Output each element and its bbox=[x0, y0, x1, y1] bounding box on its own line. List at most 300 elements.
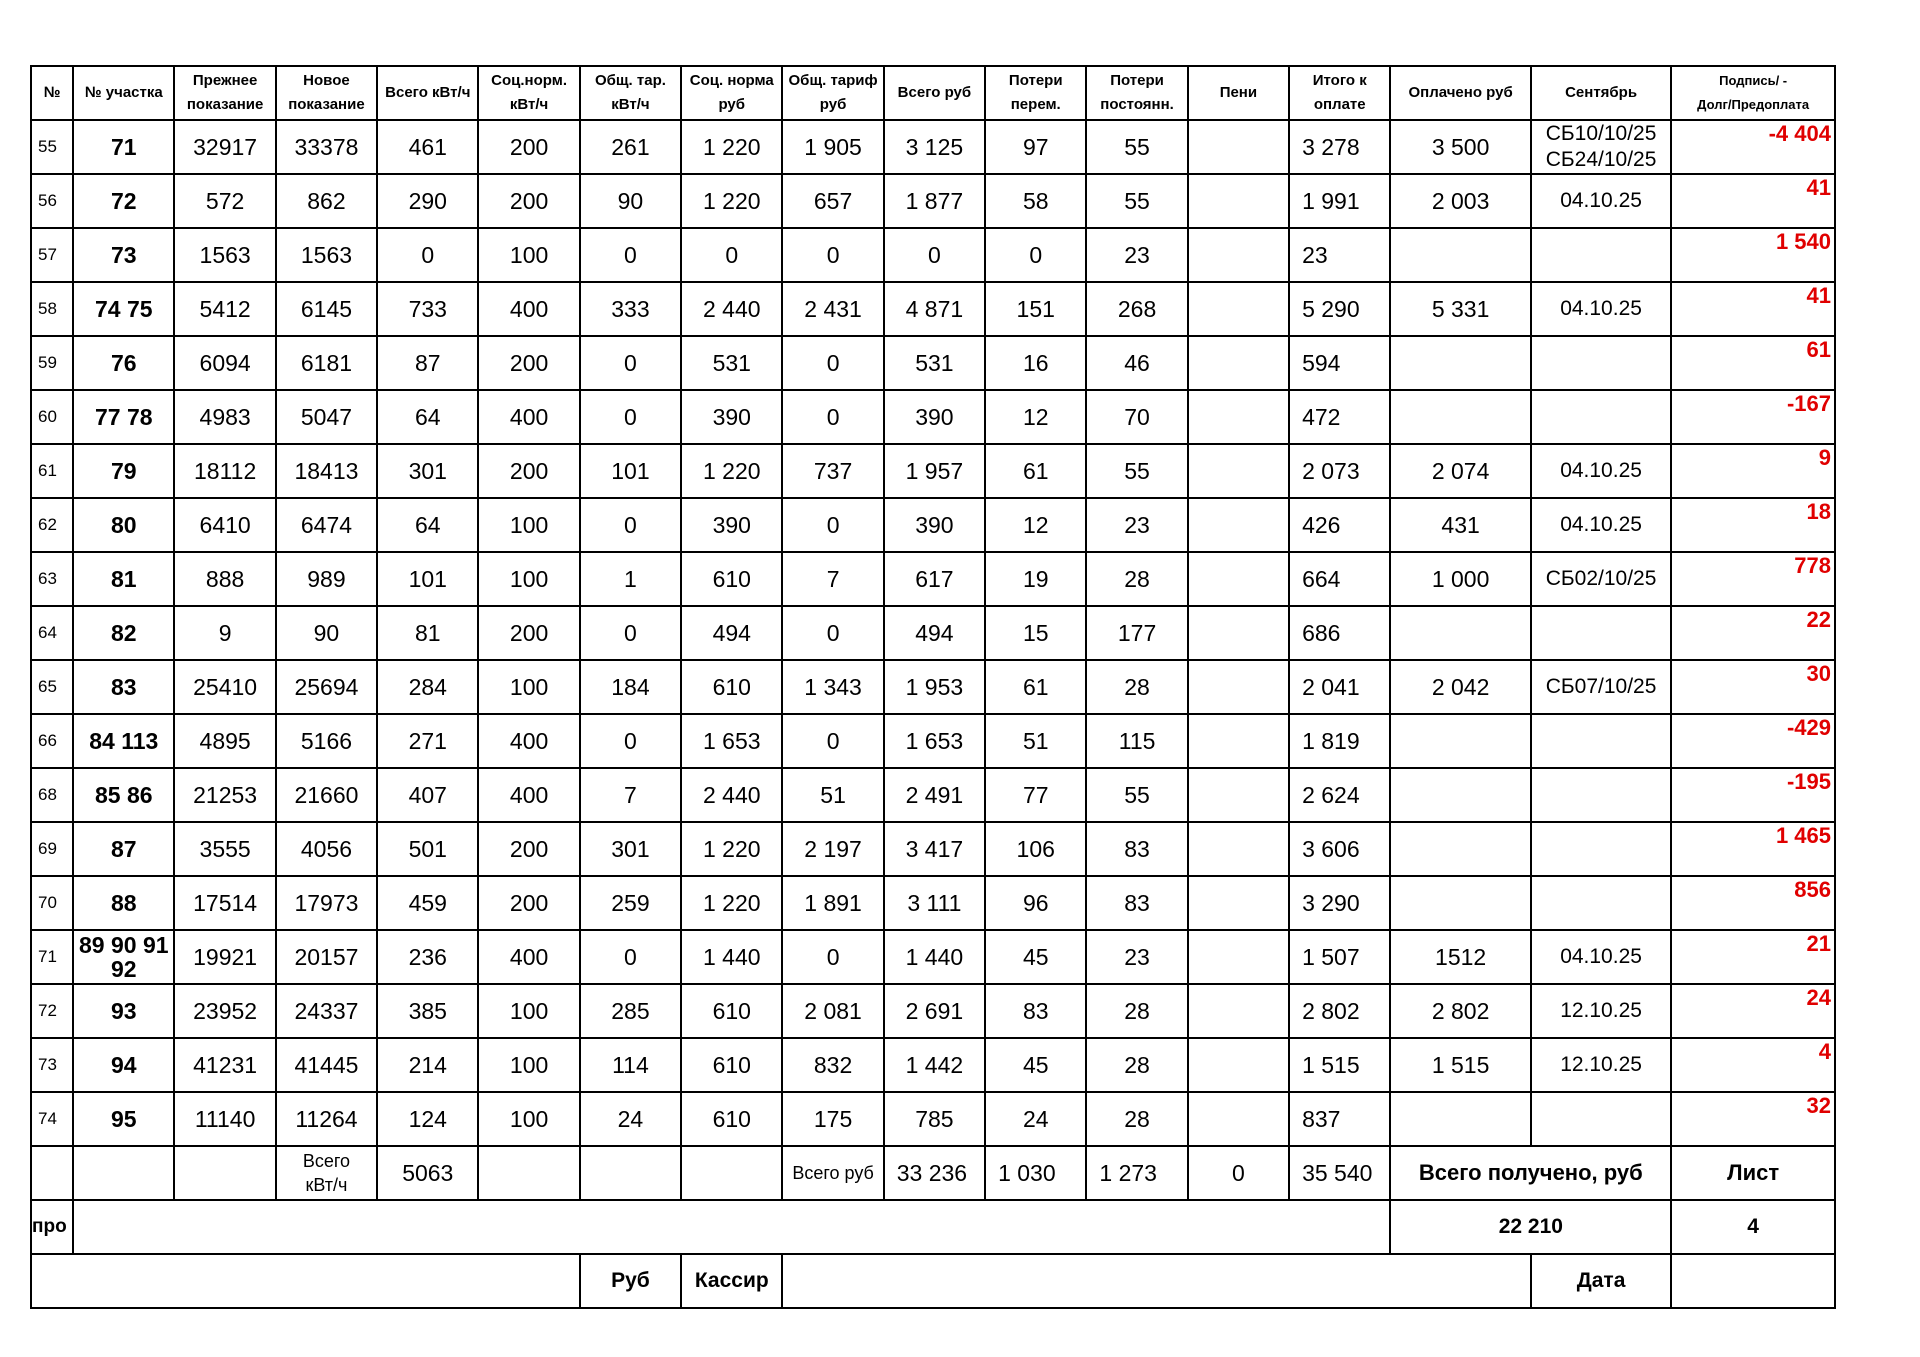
new-reading: 5166 bbox=[276, 714, 377, 768]
general-tariff-rub: 0 bbox=[782, 336, 883, 390]
general-tariff-kwh: 24 bbox=[580, 1092, 681, 1146]
amount-due: 2 624 bbox=[1289, 768, 1390, 822]
table-row bbox=[31, 444, 1835, 498]
paid-rub bbox=[1390, 768, 1530, 822]
totals-empty-cell bbox=[580, 1146, 681, 1200]
row-number: 59 bbox=[31, 336, 73, 390]
social-norm-kwh: 400 bbox=[478, 714, 579, 768]
payment-date bbox=[1531, 660, 1671, 714]
total-due: 35 540 bbox=[1289, 1146, 1390, 1200]
totals-empty-cell bbox=[681, 1146, 782, 1200]
balance: 1 540 bbox=[1671, 228, 1835, 282]
table-row bbox=[31, 552, 1835, 606]
header-penalty: Пени bbox=[1188, 66, 1289, 120]
social-norm-kwh: 100 bbox=[478, 498, 579, 552]
prev-reading: 23952 bbox=[174, 984, 275, 1038]
balance: 30 bbox=[1671, 660, 1835, 714]
plot-number: 71 bbox=[73, 120, 174, 174]
loss-variable: 0 bbox=[985, 228, 1086, 282]
new-reading: 862 bbox=[276, 174, 377, 228]
payment-date bbox=[1531, 120, 1671, 174]
penalty bbox=[1188, 1092, 1289, 1146]
table-row bbox=[31, 120, 1835, 174]
prev-reading: 11140 bbox=[174, 1092, 275, 1146]
loss-variable: 45 bbox=[985, 1038, 1086, 1092]
loss-variable: 83 bbox=[985, 984, 1086, 1038]
plot-number: 73 bbox=[73, 228, 174, 282]
loss-constant: 28 bbox=[1086, 1092, 1187, 1146]
sheet-label: Лист bbox=[1671, 1146, 1835, 1200]
new-reading: 25694 bbox=[276, 660, 377, 714]
payment-date bbox=[1531, 1038, 1671, 1092]
social-norm-kwh: 100 bbox=[478, 1092, 579, 1146]
payment-date bbox=[1531, 444, 1671, 498]
general-tariff-rub: 0 bbox=[782, 714, 883, 768]
balance: 778 bbox=[1671, 552, 1835, 606]
header-new-reading: Новое показание bbox=[276, 66, 377, 120]
loss-constant: 177 bbox=[1086, 606, 1187, 660]
header-prev-reading: Прежнее показание bbox=[174, 66, 275, 120]
total-kwh: 64 bbox=[377, 390, 478, 444]
loss-constant: 55 bbox=[1086, 768, 1187, 822]
payment-date bbox=[1531, 714, 1671, 768]
total-loss-constant: 1 273 bbox=[1086, 1146, 1187, 1200]
social-norm-rub: 390 bbox=[681, 498, 782, 552]
prev-reading: 21253 bbox=[174, 768, 275, 822]
row-number: 71 bbox=[31, 930, 73, 984]
loss-variable: 77 bbox=[985, 768, 1086, 822]
balance: 21 bbox=[1671, 930, 1835, 984]
paid-rub bbox=[1390, 714, 1530, 768]
totals-empty-cell bbox=[478, 1146, 579, 1200]
penalty bbox=[1188, 498, 1289, 552]
row-number: 74 bbox=[31, 1092, 73, 1146]
plot-number: 88 bbox=[73, 876, 174, 930]
amount-due: 3 278 bbox=[1289, 120, 1390, 174]
balance: 9 bbox=[1671, 444, 1835, 498]
plot-number: 84 113 bbox=[73, 714, 174, 768]
payment-date bbox=[1531, 606, 1671, 660]
payment-date bbox=[1531, 1092, 1671, 1146]
loss-variable: 151 bbox=[985, 282, 1086, 336]
social-norm-kwh: 200 bbox=[478, 444, 579, 498]
balance: 41 bbox=[1671, 282, 1835, 336]
loss-constant: 28 bbox=[1086, 660, 1187, 714]
penalty bbox=[1188, 768, 1289, 822]
loss-variable: 16 bbox=[985, 336, 1086, 390]
loss-variable: 24 bbox=[985, 1092, 1086, 1146]
social-norm-kwh: 400 bbox=[478, 390, 579, 444]
loss-variable: 61 bbox=[985, 444, 1086, 498]
plot-number: 83 bbox=[73, 660, 174, 714]
general-tariff-kwh: 7 bbox=[580, 768, 681, 822]
penalty bbox=[1188, 282, 1289, 336]
social-norm-kwh: 100 bbox=[478, 552, 579, 606]
clipped-label: про bbox=[31, 1200, 73, 1254]
total-kwh: 271 bbox=[377, 714, 478, 768]
totals-row bbox=[31, 1146, 1835, 1200]
balance: 22 bbox=[1671, 606, 1835, 660]
penalty bbox=[1188, 876, 1289, 930]
general-tariff-kwh: 114 bbox=[580, 1038, 681, 1092]
general-tariff-kwh: 0 bbox=[580, 930, 681, 984]
loss-variable: 19 bbox=[985, 552, 1086, 606]
plot-number: 72 bbox=[73, 174, 174, 228]
total-rub: 1 957 bbox=[884, 444, 985, 498]
total-rub-label: Всего руб bbox=[782, 1146, 883, 1200]
paid-rub bbox=[1390, 822, 1530, 876]
row-number: 70 bbox=[31, 876, 73, 930]
social-norm-kwh: 400 bbox=[478, 768, 579, 822]
paid-rub bbox=[1390, 228, 1530, 282]
plot-number: 81 bbox=[73, 552, 174, 606]
payment-date-line: 04.10.25 bbox=[1560, 297, 1642, 320]
prev-reading: 32917 bbox=[174, 120, 275, 174]
penalty bbox=[1188, 714, 1289, 768]
row-number: 65 bbox=[31, 660, 73, 714]
totals-empty-cell bbox=[73, 1146, 174, 1200]
prev-reading: 3555 bbox=[174, 822, 275, 876]
social-norm-kwh: 200 bbox=[478, 336, 579, 390]
new-reading: 17973 bbox=[276, 876, 377, 930]
total-kwh-label: Всего кВт/ч bbox=[276, 1146, 377, 1200]
paid-rub: 431 bbox=[1390, 498, 1530, 552]
amount-due: 23 bbox=[1289, 228, 1390, 282]
row-number: 73 bbox=[31, 1038, 73, 1092]
total-rub: 390 bbox=[884, 498, 985, 552]
penalty bbox=[1188, 552, 1289, 606]
date-label: Дата bbox=[1531, 1254, 1671, 1308]
table-row bbox=[31, 1038, 1835, 1092]
social-norm-rub: 1 440 bbox=[681, 930, 782, 984]
paid-rub bbox=[1390, 1092, 1530, 1146]
penalty bbox=[1188, 1038, 1289, 1092]
social-norm-kwh: 200 bbox=[478, 606, 579, 660]
table-row bbox=[31, 390, 1835, 444]
row-number: 57 bbox=[31, 228, 73, 282]
total-rub: 0 bbox=[884, 228, 985, 282]
header-losses-constant: Потери постоянн. bbox=[1086, 66, 1187, 120]
row-number: 60 bbox=[31, 390, 73, 444]
amount-due: 3 606 bbox=[1289, 822, 1390, 876]
general-tariff-rub: 0 bbox=[782, 498, 883, 552]
general-tariff-kwh: 285 bbox=[580, 984, 681, 1038]
new-reading: 24337 bbox=[276, 984, 377, 1038]
cashier-label: Кассир bbox=[681, 1254, 782, 1308]
amount-due: 594 bbox=[1289, 336, 1390, 390]
row-number: 56 bbox=[31, 174, 73, 228]
plot-number: 89 90 91 92 bbox=[73, 930, 174, 984]
general-tariff-rub: 1 905 bbox=[782, 120, 883, 174]
social-norm-rub: 2 440 bbox=[681, 768, 782, 822]
new-reading: 5047 bbox=[276, 390, 377, 444]
row-number: 55 bbox=[31, 120, 73, 174]
total-rub: 785 bbox=[884, 1092, 985, 1146]
loss-constant: 55 bbox=[1086, 120, 1187, 174]
penalty bbox=[1188, 984, 1289, 1038]
prev-reading: 572 bbox=[174, 174, 275, 228]
new-reading: 6181 bbox=[276, 336, 377, 390]
received-value: 22 210 bbox=[1390, 1200, 1671, 1254]
social-norm-rub: 610 bbox=[681, 660, 782, 714]
data-rows bbox=[31, 120, 1835, 1146]
total-rub: 4 871 bbox=[884, 282, 985, 336]
payment-date bbox=[1531, 930, 1671, 984]
signature-blank bbox=[31, 1254, 580, 1308]
total-rub: 617 bbox=[884, 552, 985, 606]
loss-variable: 61 bbox=[985, 660, 1086, 714]
prev-reading: 888 bbox=[174, 552, 275, 606]
total-rub: 1 442 bbox=[884, 1038, 985, 1092]
social-norm-rub: 1 653 bbox=[681, 714, 782, 768]
row-number: 63 bbox=[31, 552, 73, 606]
payment-date-line: 04.10.25 bbox=[1560, 189, 1642, 212]
paid-rub bbox=[1390, 876, 1530, 930]
payment-date-line: СБ10/10/25 bbox=[1545, 122, 1657, 145]
amount-due: 3 290 bbox=[1289, 876, 1390, 930]
table-row bbox=[31, 1092, 1835, 1146]
general-tariff-kwh: 0 bbox=[580, 498, 681, 552]
general-tariff-rub: 832 bbox=[782, 1038, 883, 1092]
prev-reading: 19921 bbox=[174, 930, 275, 984]
payment-date bbox=[1531, 228, 1671, 282]
table-row bbox=[31, 984, 1835, 1038]
prev-reading: 6094 bbox=[174, 336, 275, 390]
loss-constant: 70 bbox=[1086, 390, 1187, 444]
payment-date-line: 12.10.25 bbox=[1560, 999, 1642, 1022]
loss-constant: 46 bbox=[1086, 336, 1187, 390]
penalty bbox=[1188, 336, 1289, 390]
penalty bbox=[1188, 228, 1289, 282]
prev-reading: 41231 bbox=[174, 1038, 275, 1092]
total-kwh: 101 bbox=[377, 552, 478, 606]
total-kwh: 301 bbox=[377, 444, 478, 498]
amount-due: 1 991 bbox=[1289, 174, 1390, 228]
social-norm-rub: 0 bbox=[681, 228, 782, 282]
amount-due: 426 bbox=[1289, 498, 1390, 552]
header-amount-due: Итого к оплате bbox=[1289, 66, 1390, 120]
row-number: 61 bbox=[31, 444, 73, 498]
table-row bbox=[31, 660, 1835, 714]
total-kwh: 64 bbox=[377, 498, 478, 552]
header-social-norm-rub: Соц. норма руб bbox=[681, 66, 782, 120]
paid-rub: 1 515 bbox=[1390, 1038, 1530, 1092]
rub-label: Руб bbox=[580, 1254, 681, 1308]
payment-date-line: 04.10.25 bbox=[1560, 945, 1642, 968]
amount-due: 2 041 bbox=[1289, 660, 1390, 714]
loss-variable: 12 bbox=[985, 498, 1086, 552]
penalty bbox=[1188, 444, 1289, 498]
paid-rub bbox=[1390, 336, 1530, 390]
new-reading: 90 bbox=[276, 606, 377, 660]
loss-constant: 23 bbox=[1086, 498, 1187, 552]
paid-rub: 1 000 bbox=[1390, 552, 1530, 606]
table-row bbox=[31, 768, 1835, 822]
plot-number: 87 bbox=[73, 822, 174, 876]
table-row bbox=[31, 174, 1835, 228]
cashier-signature-blank bbox=[782, 1254, 1530, 1308]
prev-reading: 4983 bbox=[174, 390, 275, 444]
paid-rub bbox=[1390, 390, 1530, 444]
plot-number: 85 86 bbox=[73, 768, 174, 822]
loss-constant: 23 bbox=[1086, 930, 1187, 984]
header-paid-rub: Оплачено руб bbox=[1390, 66, 1530, 120]
prev-reading: 25410 bbox=[174, 660, 275, 714]
total-kwh: 236 bbox=[377, 930, 478, 984]
social-norm-rub: 2 440 bbox=[681, 282, 782, 336]
prev-reading: 18112 bbox=[174, 444, 275, 498]
plot-number: 77 78 bbox=[73, 390, 174, 444]
general-tariff-kwh: 261 bbox=[580, 120, 681, 174]
payment-date bbox=[1531, 822, 1671, 876]
new-reading: 11264 bbox=[276, 1092, 377, 1146]
payment-date-line: СБ02/10/25 bbox=[1545, 567, 1657, 590]
amount-due: 1 819 bbox=[1289, 714, 1390, 768]
signature-row bbox=[31, 1254, 1835, 1308]
prev-reading: 17514 bbox=[174, 876, 275, 930]
row-number: 69 bbox=[31, 822, 73, 876]
general-tariff-kwh: 0 bbox=[580, 714, 681, 768]
general-tariff-kwh: 301 bbox=[580, 822, 681, 876]
general-tariff-rub: 0 bbox=[782, 228, 883, 282]
penalty bbox=[1188, 606, 1289, 660]
general-tariff-rub: 175 bbox=[782, 1092, 883, 1146]
loss-constant: 23 bbox=[1086, 228, 1187, 282]
balance: -4 404 bbox=[1671, 120, 1835, 174]
balance: 4 bbox=[1671, 1038, 1835, 1092]
loss-variable: 97 bbox=[985, 120, 1086, 174]
date-blank bbox=[1671, 1254, 1835, 1308]
prev-reading: 9 bbox=[174, 606, 275, 660]
social-norm-rub: 390 bbox=[681, 390, 782, 444]
amount-due: 686 bbox=[1289, 606, 1390, 660]
loss-constant: 28 bbox=[1086, 552, 1187, 606]
total-kwh: 385 bbox=[377, 984, 478, 1038]
total-rub: 1 953 bbox=[884, 660, 985, 714]
paid-rub: 2 074 bbox=[1390, 444, 1530, 498]
social-norm-rub: 1 220 bbox=[681, 876, 782, 930]
payment-date bbox=[1531, 336, 1671, 390]
header-total-kwh: Всего кВт/ч bbox=[377, 66, 478, 120]
loss-variable: 106 bbox=[985, 822, 1086, 876]
total-rub: 531 bbox=[884, 336, 985, 390]
total-kwh: 459 bbox=[377, 876, 478, 930]
loss-variable: 12 bbox=[985, 390, 1086, 444]
social-norm-rub: 1 220 bbox=[681, 120, 782, 174]
loss-constant: 268 bbox=[1086, 282, 1187, 336]
loss-variable: 51 bbox=[985, 714, 1086, 768]
total-kwh-value: 5063 bbox=[377, 1146, 478, 1200]
paid-rub: 2 802 bbox=[1390, 984, 1530, 1038]
new-reading: 989 bbox=[276, 552, 377, 606]
plot-number: 94 bbox=[73, 1038, 174, 1092]
totals-empty-cell bbox=[174, 1146, 275, 1200]
general-tariff-rub: 0 bbox=[782, 390, 883, 444]
social-norm-rub: 1 220 bbox=[681, 444, 782, 498]
social-norm-kwh: 100 bbox=[478, 228, 579, 282]
general-tariff-rub: 737 bbox=[782, 444, 883, 498]
total-rub: 1 653 bbox=[884, 714, 985, 768]
general-tariff-rub: 2 197 bbox=[782, 822, 883, 876]
row-number: 64 bbox=[31, 606, 73, 660]
row-number: 68 bbox=[31, 768, 73, 822]
total-kwh: 124 bbox=[377, 1092, 478, 1146]
balance: 24 bbox=[1671, 984, 1835, 1038]
payment-date bbox=[1531, 984, 1671, 1038]
social-norm-kwh: 200 bbox=[478, 174, 579, 228]
general-tariff-kwh: 333 bbox=[580, 282, 681, 336]
amount-due: 837 bbox=[1289, 1092, 1390, 1146]
table-row bbox=[31, 228, 1835, 282]
total-rub: 494 bbox=[884, 606, 985, 660]
social-norm-kwh: 200 bbox=[478, 822, 579, 876]
totals-empty-cell bbox=[31, 1146, 73, 1200]
payment-date bbox=[1531, 552, 1671, 606]
amount-due: 1 507 bbox=[1289, 930, 1390, 984]
social-norm-kwh: 100 bbox=[478, 1038, 579, 1092]
table-row bbox=[31, 876, 1835, 930]
paid-rub bbox=[1390, 606, 1530, 660]
plot-number: 95 bbox=[73, 1092, 174, 1146]
payment-date bbox=[1531, 174, 1671, 228]
prev-reading: 5412 bbox=[174, 282, 275, 336]
general-tariff-kwh: 1 bbox=[580, 552, 681, 606]
payment-date bbox=[1531, 876, 1671, 930]
social-norm-rub: 1 220 bbox=[681, 822, 782, 876]
payment-date bbox=[1531, 498, 1671, 552]
general-tariff-rub: 2 431 bbox=[782, 282, 883, 336]
total-rub: 3 125 bbox=[884, 120, 985, 174]
general-tariff-kwh: 0 bbox=[580, 228, 681, 282]
social-norm-rub: 610 bbox=[681, 1092, 782, 1146]
amount-due: 2 073 bbox=[1289, 444, 1390, 498]
loss-constant: 83 bbox=[1086, 822, 1187, 876]
new-reading: 6145 bbox=[276, 282, 377, 336]
loss-constant: 28 bbox=[1086, 1038, 1187, 1092]
general-tariff-rub: 657 bbox=[782, 174, 883, 228]
total-rub: 1 877 bbox=[884, 174, 985, 228]
payment-date-line: СБ07/10/25 bbox=[1545, 675, 1657, 698]
header-total-rub: Всего руб bbox=[884, 66, 985, 120]
plot-number: 82 bbox=[73, 606, 174, 660]
new-reading: 4056 bbox=[276, 822, 377, 876]
penalty bbox=[1188, 390, 1289, 444]
paid-rub: 5 331 bbox=[1390, 282, 1530, 336]
social-norm-kwh: 400 bbox=[478, 282, 579, 336]
total-kwh: 214 bbox=[377, 1038, 478, 1092]
loss-constant: 83 bbox=[1086, 876, 1187, 930]
total-rub-value: 33 236 bbox=[884, 1146, 985, 1200]
paid-rub: 2 003 bbox=[1390, 174, 1530, 228]
balance: -195 bbox=[1671, 768, 1835, 822]
header-no: № bbox=[31, 66, 73, 120]
total-kwh: 87 bbox=[377, 336, 478, 390]
plot-number: 74 75 bbox=[73, 282, 174, 336]
table-row bbox=[31, 606, 1835, 660]
table-row bbox=[31, 498, 1835, 552]
payment-date bbox=[1531, 390, 1671, 444]
total-kwh: 461 bbox=[377, 120, 478, 174]
general-tariff-kwh: 101 bbox=[580, 444, 681, 498]
payment-date bbox=[1531, 282, 1671, 336]
header-social-norm-kwh: Соц.норм. кВт/ч bbox=[478, 66, 579, 120]
sheet-number: 4 bbox=[1671, 1200, 1835, 1254]
balance: 32 bbox=[1671, 1092, 1835, 1146]
plot-number: 80 bbox=[73, 498, 174, 552]
payment-date-line: 04.10.25 bbox=[1560, 513, 1642, 536]
total-rub: 2 491 bbox=[884, 768, 985, 822]
table-row bbox=[31, 282, 1835, 336]
